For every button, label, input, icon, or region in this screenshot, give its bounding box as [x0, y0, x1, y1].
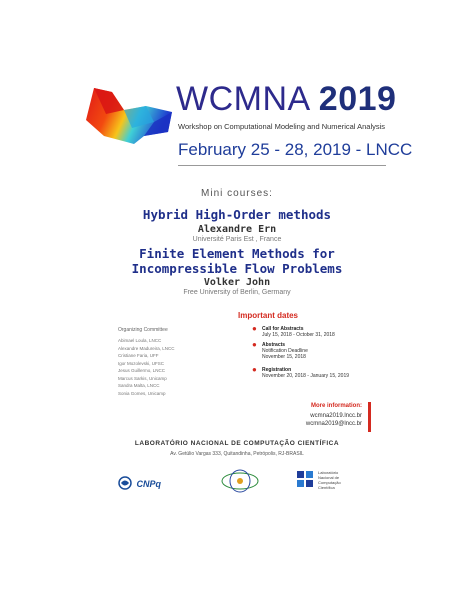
course-affiliation-1: Université Paris Est , France: [192, 236, 282, 243]
important-date-label: Abstracts: [262, 342, 286, 348]
important-date-label: Call for Abstracts: [262, 326, 304, 332]
organizing-committee-list: [118, 337, 175, 397]
more-information-label: More information:: [311, 403, 362, 409]
cnpq-text: CNPq: [136, 479, 161, 489]
email-link[interactable]: wcmna2019@lncc.br: [305, 421, 362, 427]
important-date-item: [252, 340, 308, 360]
organizer-name: Cristiane Faria, UFF: [118, 353, 159, 358]
course-title-1: Hybrid High-Order methods: [142, 207, 332, 222]
important-date-label: Registration: [262, 367, 292, 373]
institution-name: LABORATÓRIO NACIONAL DE COMPUTAÇÃO CIENTÍFICA: [134, 440, 340, 447]
important-date-detail: July 15, 2018 - October 31, 2018: [262, 332, 335, 338]
lncc-logo-icon: [296, 470, 314, 490]
important-date-detail: November 20, 2018 - January 15, 2019: [262, 373, 349, 379]
event-dates: February 25 - 28, 2019 - LNCC: [178, 140, 413, 159]
important-date-item: [252, 324, 335, 338]
organizer-name: Igor Mozolevski, UFSC: [118, 360, 165, 366]
cnpq-logo: [118, 474, 161, 492]
event-title-year: 2019: [318, 80, 397, 118]
divider: [178, 165, 386, 166]
lncc-logo: [296, 470, 341, 490]
event-subtitle: Workshop on Computational Modeling and Numerical Analysis: [178, 122, 386, 131]
lncc-line: Laboratório: [318, 470, 339, 475]
institution-address: Av. Getúlio Vargas 333, Quitandinha, Petrópolis, RJ-BRASIL: [170, 451, 304, 457]
event-title-main: WCMNA: [176, 80, 309, 118]
lncc-logo-text: [318, 470, 341, 490]
course-title-2: [0, 246, 474, 276]
accent-bar: [368, 402, 371, 432]
contact-block: [270, 412, 362, 428]
course-title-2-line1: Finite Element Methods for: [139, 246, 335, 261]
mini-courses-heading: Mini courses:: [201, 188, 273, 199]
cnpq-icon: [118, 476, 132, 490]
organizer-name: Marcus Sarkis, Unicamp: [118, 375, 167, 381]
important-dates-title: Important dates: [238, 311, 299, 320]
bullet-icon: ●: [252, 340, 257, 349]
simulation-plot-image: [84, 84, 174, 148]
lncc-line: Científica: [318, 485, 335, 490]
course-affiliation-2: Free University of Berlin, Germany: [183, 289, 291, 296]
important-date-detail: Notification Deadline: [262, 348, 308, 354]
event-title: [176, 80, 396, 119]
bullet-icon: ●: [252, 324, 257, 333]
bullet-icon: ●: [252, 365, 257, 374]
organizer-name: Sonia Gomes, Unicamp: [118, 390, 166, 396]
course-title-2-line2: Incompressible Flow Problems: [131, 261, 343, 276]
organizer-name: Sandra Malta, LNCC: [118, 383, 160, 388]
lncc-emblem-icon: [220, 468, 260, 494]
important-date-item: [252, 365, 349, 379]
website-link[interactable]: wcmna2019.lncc.br: [310, 413, 362, 419]
organizing-committee-title: Organizing Committee: [118, 327, 168, 333]
organizer-name: Jesus Guillermo, LNCC: [118, 368, 166, 373]
lncc-line: Computação: [318, 480, 341, 485]
course-teacher-2: Volker John: [203, 277, 271, 288]
course-teacher-1: Alexandre Ern: [197, 224, 277, 235]
important-date-detail-2: November 15, 2018: [262, 354, 306, 360]
organizer-name: Abimael Loula, LNCC: [118, 338, 162, 343]
organizer-name: Alexandre Madureira, LNCC: [118, 345, 175, 351]
lncc-line: Nacional de: [318, 475, 340, 480]
